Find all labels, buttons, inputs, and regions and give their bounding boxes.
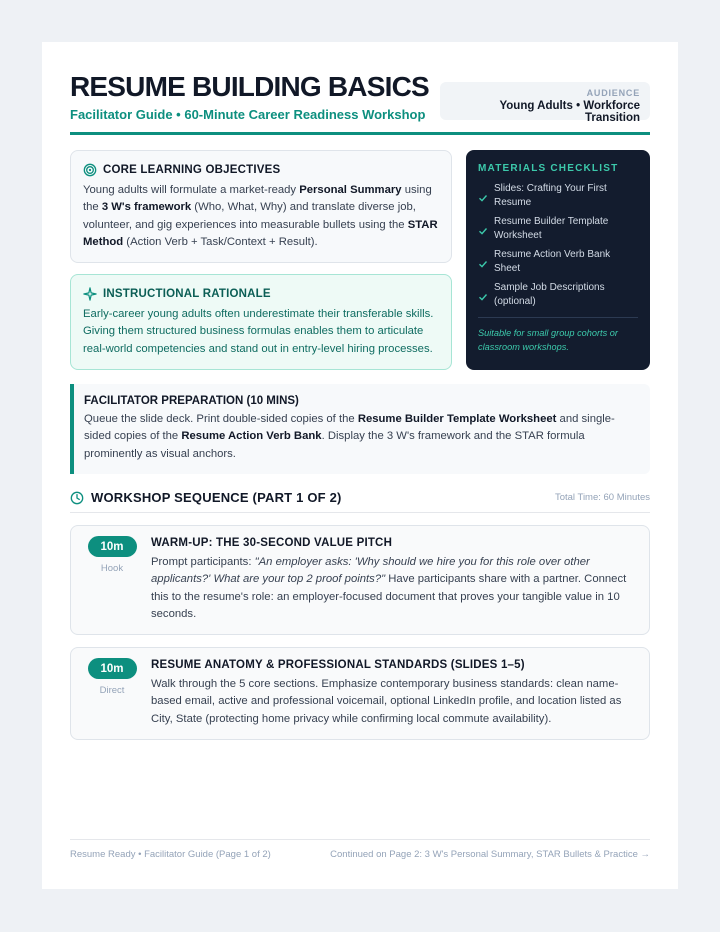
step-meta <box>81 536 143 624</box>
check-icon <box>478 219 488 243</box>
step-content <box>143 536 637 624</box>
prep-text-3: . Display the 3 W's framework and the STAR formula prominently as visual anchors. <box>84 430 585 460</box>
step-lead: Prompt participants: <box>151 556 255 568</box>
materials-item-label: Sample Job Descriptions (optional) <box>494 282 605 307</box>
prep-title: FACILITATOR PREPARATION (10 MINS) <box>84 395 299 407</box>
materials-item <box>478 215 638 243</box>
sparkle-icon <box>83 287 97 301</box>
page <box>42 42 678 889</box>
objectives-text-2: using the <box>83 184 432 214</box>
materials-list <box>478 182 638 309</box>
materials-note: Suitable for small group cohorts or classroom workshops. <box>478 317 638 354</box>
step-type: Direct <box>99 685 125 696</box>
title-block <box>70 70 429 122</box>
audience-value: Young Adults • Workforce Transition <box>499 100 640 124</box>
page-subtitle: Facilitator Guide • 60-Minute Career Readiness Workshop <box>70 107 426 122</box>
footer <box>70 839 650 860</box>
prep-bold-2: Resume Action Verb Bank <box>181 430 322 443</box>
sequence-step <box>70 647 650 740</box>
duration-badge: 10m <box>88 658 137 679</box>
check-icon <box>478 186 488 210</box>
footer-right: Continued on Page 2: 3 W's Personal Summary, STAR Bullets & Practice → <box>330 849 650 860</box>
sequence-heading <box>70 490 342 505</box>
objectives-card <box>70 150 452 263</box>
objectives-text-1: Young adults will formulate a market-ready <box>83 184 300 196</box>
prep-bold-1: Resume Builder Template Worksheet <box>357 413 557 425</box>
sequence-header <box>70 490 650 513</box>
rationale-card <box>70 274 452 370</box>
target-icon <box>83 163 97 177</box>
objectives-title: CORE LEARNING OBJECTIVES <box>103 164 281 176</box>
step-text: Walk through the 5 core sections. Emphasize contemporary business standards: clean name-based email, active and professional voicemail, optional LinkedIn profile, and location listed as City, State (protecting home privacy while confirming local commute availability). <box>151 678 622 725</box>
step-quote: "An employer asks: 'Why should we hire you for this role over other applicants?' What are your top 2 proof points?" <box>151 556 590 586</box>
materials-item <box>478 182 638 210</box>
step-title: WARM-UP: THE 30-SECOND VALUE PITCH <box>151 537 393 549</box>
step-title: RESUME ANATOMY & PROFESSIONAL STANDARDS (SLIDES 1–5) <box>151 659 525 671</box>
objectives-text <box>83 182 439 251</box>
check-icon <box>478 252 488 276</box>
rationale-title: INSTRUCTIONAL RATIONALE <box>103 288 271 300</box>
sequence-total-time: Total Time: 60 Minutes <box>554 492 650 503</box>
materials-checklist <box>466 150 650 370</box>
prep-text <box>84 411 638 463</box>
duration-badge: 10m <box>88 536 137 557</box>
materials-title: MATERIALS CHECKLIST <box>478 163 619 174</box>
header-divider <box>70 132 650 135</box>
step-text <box>151 554 637 623</box>
check-icon <box>478 285 488 309</box>
materials-item <box>478 248 638 276</box>
rationale-text: Early-career young adults often underestimate their transferable skills. Giving them structured business formulas enables them to articulate real-world competencies and stand out in entry-level hiring processes. <box>83 308 434 355</box>
prep-text-2: and single-sided copies of the <box>84 413 615 443</box>
objectives-heading <box>83 163 439 177</box>
step-rest: Have participants share with a partner. Connect this to the resume's role: an employer-focused document that proves your tangible value in 10 seconds. <box>151 573 627 620</box>
page-title: RESUME BUILDING BASICS <box>70 71 429 102</box>
footer-left: Resume Ready • Facilitator Guide (Page 1 of 2) <box>70 849 271 860</box>
sequence-title: WORKSHOP SEQUENCE (PART 1 OF 2) <box>91 490 342 505</box>
facilitator-prep <box>70 384 650 474</box>
objectives-bold-2: 3 W's framework <box>101 201 192 214</box>
objectives-text-4: (Action Verb + Task/Context + Result). <box>123 235 318 248</box>
audience-label: AUDIENCE <box>586 88 640 98</box>
objectives-bold-1: Personal Summary <box>299 184 402 196</box>
objectives-bold-3: STAR Method <box>83 218 438 248</box>
rationale-heading <box>83 287 439 301</box>
objectives-text-3: (Who, What, Why) and translate diverse job, volunteer, and gig experiences into measurable bullets using the <box>83 201 416 231</box>
step-content <box>143 658 637 729</box>
step-type: Hook <box>100 563 124 574</box>
sequence-step <box>70 525 650 635</box>
materials-item <box>478 281 638 309</box>
header <box>70 70 650 122</box>
step-meta <box>81 658 143 729</box>
left-column <box>70 150 452 370</box>
clock-icon <box>70 491 84 505</box>
top-row <box>70 150 650 370</box>
materials-item-label: Slides: Crafting Your First Resume <box>494 183 607 208</box>
audience-box <box>440 82 650 124</box>
materials-item-label: Resume Builder Template Worksheet <box>494 216 609 241</box>
materials-item-label: Resume Action Verb Bank Sheet <box>494 249 611 274</box>
prep-text-1: Queue the slide deck. Print double-sided copies of the <box>84 413 358 425</box>
